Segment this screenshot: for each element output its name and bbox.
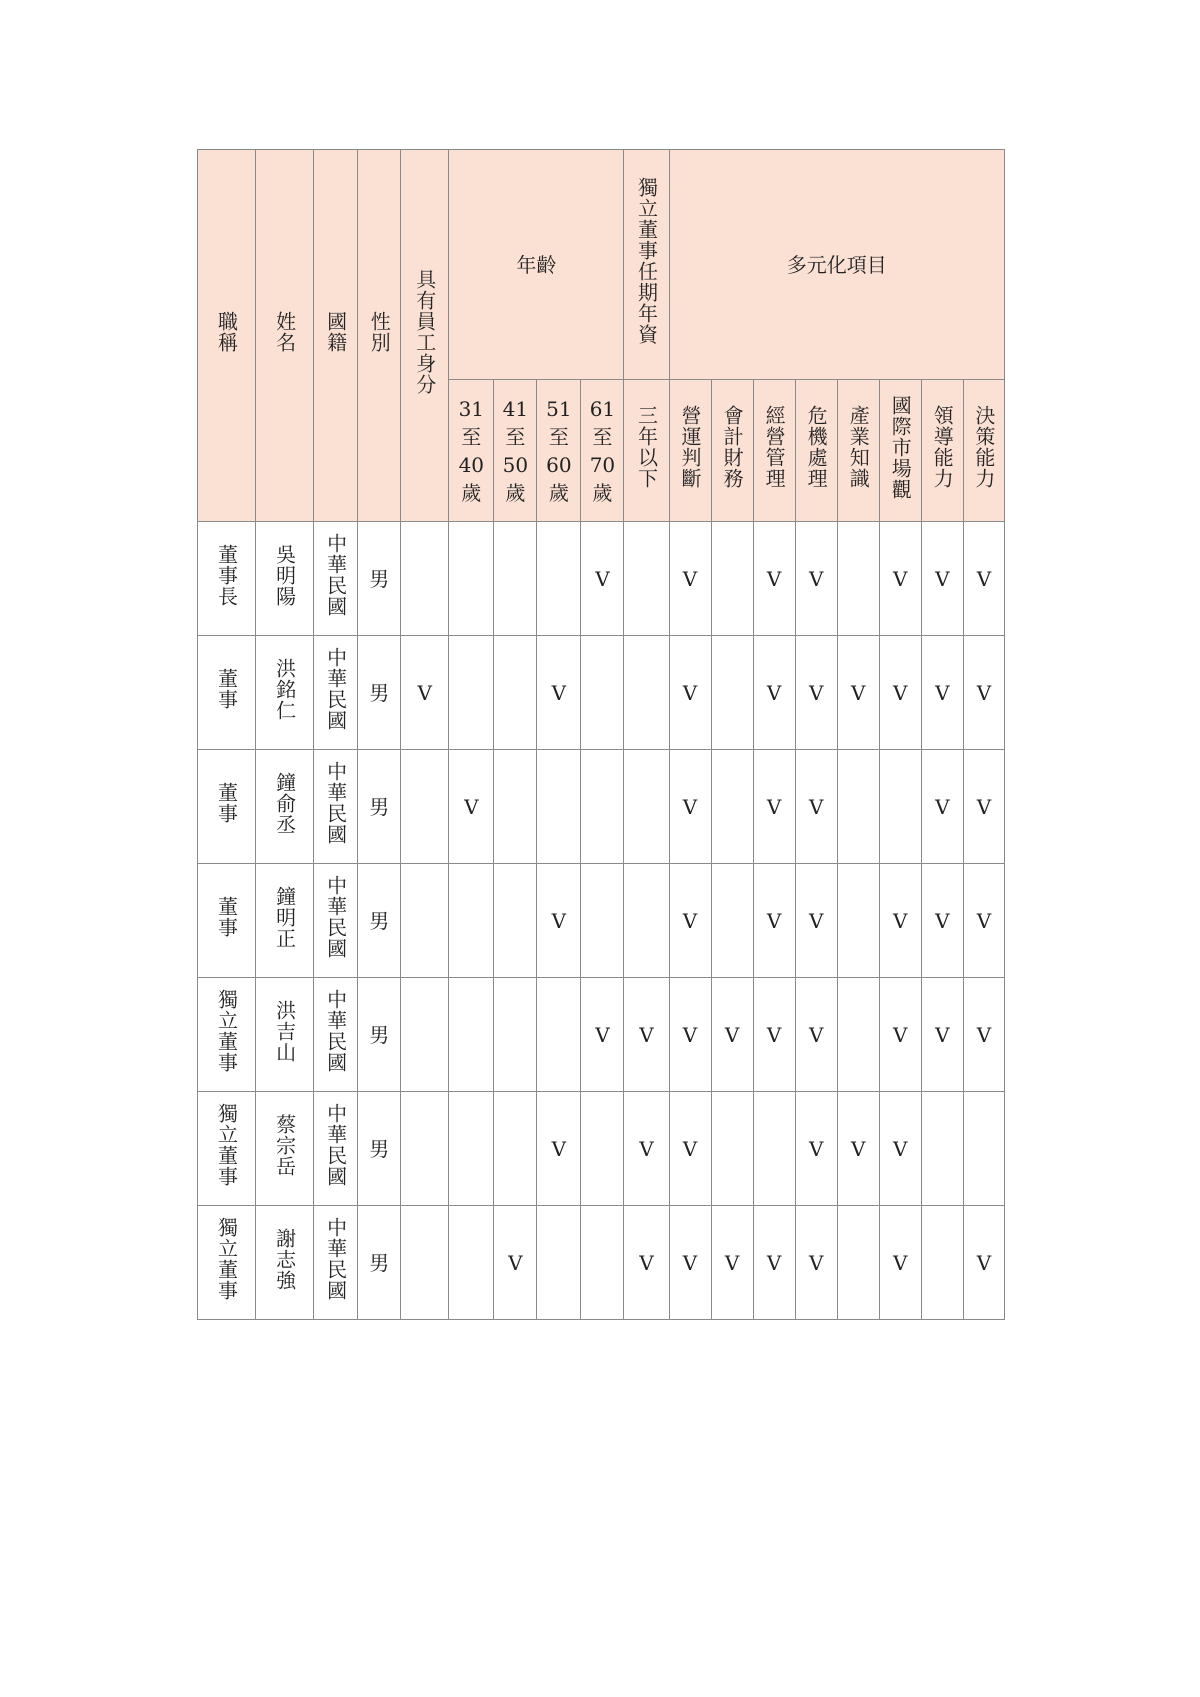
table-row: [198, 1092, 1005, 1206]
header-age-51-60: 51 至 60 歲: [537, 380, 581, 522]
cell-age-61-70-mark: [581, 1092, 624, 1206]
cell-tenure-under-3-mark: [624, 750, 669, 864]
cell-age-61-70-mark: [581, 750, 624, 864]
header-business-management: 經營管理: [753, 380, 795, 522]
cell-accounting-finance-mark: V: [711, 978, 753, 1092]
cell-age-51-60-mark: V: [537, 864, 581, 978]
cell-gender: 男: [358, 978, 401, 1092]
cell-operation-judgment-mark: V: [669, 1092, 711, 1206]
cell-industry-knowledge-mark: [837, 1206, 879, 1320]
cell-crisis-handling-mark: V: [795, 522, 837, 636]
header-operation-judgment: 營運判斷: [669, 380, 711, 522]
cell-tenure-under-3-mark: [624, 636, 669, 750]
cell-age-51-60-mark: [537, 522, 581, 636]
cell-employee-mark: [401, 864, 449, 978]
cell-nationality: 中華民國: [314, 636, 358, 750]
cell-age-31-40-mark: [449, 864, 494, 978]
cell-tenure-under-3-mark: [624, 522, 669, 636]
cell-employee-mark: [401, 750, 449, 864]
cell-gender: 男: [358, 750, 401, 864]
cell-international-market-mark: V: [879, 978, 921, 1092]
cell-crisis-handling-mark: V: [795, 1092, 837, 1206]
cell-operation-judgment-mark: V: [669, 750, 711, 864]
header-age-group: 年齡: [449, 150, 624, 380]
cell-international-market-mark: [879, 750, 921, 864]
cell-name: 鐘明正: [256, 864, 314, 978]
cell-operation-judgment-mark: V: [669, 1206, 711, 1320]
cell-crisis-handling-mark: V: [795, 636, 837, 750]
header-name: 姓名: [256, 150, 314, 522]
board-diversity-table: [197, 149, 1005, 1320]
cell-gender: 男: [358, 522, 401, 636]
cell-decision-making-mark: V: [963, 864, 1004, 978]
header-employee: 具有員工身分: [401, 150, 449, 522]
cell-age-31-40-mark: [449, 978, 494, 1092]
cell-accounting-finance-mark: [711, 522, 753, 636]
cell-age-51-60-mark: V: [537, 1092, 581, 1206]
cell-age-61-70-mark: [581, 864, 624, 978]
cell-age-51-60-mark: [537, 750, 581, 864]
header-tenure-group: 獨立董事任期年資: [624, 150, 669, 380]
header-tenure-under-3: 三年以下: [624, 380, 669, 522]
cell-leadership-mark: [921, 1092, 963, 1206]
cell-age-31-40-mark: [449, 636, 494, 750]
cell-employee-mark: V: [401, 636, 449, 750]
cell-decision-making-mark: V: [963, 978, 1004, 1092]
cell-crisis-handling-mark: V: [795, 978, 837, 1092]
cell-age-51-60-mark: [537, 978, 581, 1092]
table-row: [198, 1206, 1005, 1320]
cell-age-31-40-mark: [449, 1206, 494, 1320]
cell-industry-knowledge-mark: V: [837, 636, 879, 750]
cell-age-41-50-mark: V: [494, 1206, 537, 1320]
cell-leadership-mark: V: [921, 750, 963, 864]
cell-crisis-handling-mark: V: [795, 1206, 837, 1320]
cell-title: 董事: [198, 636, 256, 750]
cell-leadership-mark: V: [921, 864, 963, 978]
cell-age-31-40-mark: [449, 522, 494, 636]
cell-decision-making-mark: V: [963, 1206, 1004, 1320]
cell-title: 董事: [198, 750, 256, 864]
cell-name: 洪吉山: [256, 978, 314, 1092]
table-row: [198, 750, 1005, 864]
cell-title: 獨立董事: [198, 1092, 256, 1206]
cell-name: 鐘俞丞: [256, 750, 314, 864]
cell-operation-judgment-mark: V: [669, 522, 711, 636]
cell-age-61-70-mark: V: [581, 978, 624, 1092]
cell-business-management-mark: V: [753, 978, 795, 1092]
cell-tenure-under-3-mark: V: [624, 978, 669, 1092]
cell-business-management-mark: V: [753, 750, 795, 864]
cell-international-market-mark: V: [879, 1092, 921, 1206]
header-leadership: 領導能力: [921, 380, 963, 522]
header-decision-making: 決策能力: [963, 380, 1004, 522]
cell-age-61-70-mark: V: [581, 522, 624, 636]
cell-international-market-mark: V: [879, 1206, 921, 1320]
cell-age-61-70-mark: [581, 1206, 624, 1320]
cell-accounting-finance-mark: [711, 750, 753, 864]
cell-leadership-mark: V: [921, 978, 963, 1092]
cell-business-management-mark: V: [753, 1206, 795, 1320]
cell-age-31-40-mark: V: [449, 750, 494, 864]
cell-employee-mark: [401, 522, 449, 636]
cell-accounting-finance-mark: [711, 636, 753, 750]
cell-decision-making-mark: V: [963, 750, 1004, 864]
header-crisis-handling: 危機處理: [795, 380, 837, 522]
cell-international-market-mark: V: [879, 522, 921, 636]
header-gender: 性別: [358, 150, 401, 522]
cell-title: 獨立董事: [198, 1206, 256, 1320]
cell-industry-knowledge-mark: [837, 864, 879, 978]
cell-business-management-mark: V: [753, 522, 795, 636]
cell-decision-making-mark: [963, 1092, 1004, 1206]
table-row: [198, 636, 1005, 750]
cell-age-31-40-mark: [449, 1092, 494, 1206]
cell-leadership-mark: [921, 1206, 963, 1320]
cell-industry-knowledge-mark: V: [837, 1092, 879, 1206]
cell-nationality: 中華民國: [314, 978, 358, 1092]
cell-age-61-70-mark: [581, 636, 624, 750]
cell-age-41-50-mark: [494, 978, 537, 1092]
cell-accounting-finance-mark: V: [711, 1206, 753, 1320]
cell-gender: 男: [358, 1206, 401, 1320]
cell-crisis-handling-mark: V: [795, 750, 837, 864]
header-international-market: 國際市場觀: [879, 380, 921, 522]
cell-accounting-finance-mark: [711, 864, 753, 978]
cell-leadership-mark: V: [921, 636, 963, 750]
cell-nationality: 中華民國: [314, 1092, 358, 1206]
cell-operation-judgment-mark: V: [669, 978, 711, 1092]
cell-nationality: 中華民國: [314, 1206, 358, 1320]
cell-gender: 男: [358, 864, 401, 978]
cell-business-management-mark: [753, 1092, 795, 1206]
cell-gender: 男: [358, 1092, 401, 1206]
cell-decision-making-mark: V: [963, 522, 1004, 636]
header-row-top: [198, 150, 1005, 380]
header-age-31-40: 31 至 40 歲: [449, 380, 494, 522]
header-accounting-finance: 會計財務: [711, 380, 753, 522]
cell-international-market-mark: V: [879, 636, 921, 750]
cell-operation-judgment-mark: V: [669, 636, 711, 750]
cell-nationality: 中華民國: [314, 522, 358, 636]
cell-international-market-mark: V: [879, 864, 921, 978]
cell-name: 謝志強: [256, 1206, 314, 1320]
cell-tenure-under-3-mark: V: [624, 1092, 669, 1206]
cell-tenure-under-3-mark: [624, 864, 669, 978]
cell-title: 董事長: [198, 522, 256, 636]
cell-industry-knowledge-mark: [837, 522, 879, 636]
header-industry-knowledge: 產業知識: [837, 380, 879, 522]
cell-business-management-mark: V: [753, 864, 795, 978]
header-age-41-50: 41 至 50 歲: [494, 380, 537, 522]
cell-name: 吳明陽: [256, 522, 314, 636]
cell-name: 蔡宗岳: [256, 1092, 314, 1206]
table-body: [198, 522, 1005, 1320]
cell-age-41-50-mark: [494, 864, 537, 978]
cell-tenure-under-3-mark: V: [624, 1206, 669, 1320]
header-diversity-group: 多元化項目: [669, 150, 1005, 380]
cell-industry-knowledge-mark: [837, 978, 879, 1092]
cell-age-51-60-mark: [537, 1206, 581, 1320]
table-row: [198, 978, 1005, 1092]
cell-age-41-50-mark: [494, 522, 537, 636]
cell-industry-knowledge-mark: [837, 750, 879, 864]
cell-leadership-mark: V: [921, 522, 963, 636]
cell-operation-judgment-mark: V: [669, 864, 711, 978]
cell-nationality: 中華民國: [314, 864, 358, 978]
cell-nationality: 中華民國: [314, 750, 358, 864]
cell-age-51-60-mark: V: [537, 636, 581, 750]
cell-employee-mark: [401, 978, 449, 1092]
header-age-61-70: 61 至 70 歲: [581, 380, 624, 522]
cell-business-management-mark: V: [753, 636, 795, 750]
cell-employee-mark: [401, 1206, 449, 1320]
table-row: [198, 864, 1005, 978]
cell-accounting-finance-mark: [711, 1092, 753, 1206]
cell-age-41-50-mark: [494, 750, 537, 864]
header-nationality: 國籍: [314, 150, 358, 522]
table-row: [198, 522, 1005, 636]
cell-employee-mark: [401, 1092, 449, 1206]
cell-name: 洪銘仁: [256, 636, 314, 750]
cell-age-41-50-mark: [494, 636, 537, 750]
cell-gender: 男: [358, 636, 401, 750]
cell-decision-making-mark: V: [963, 636, 1004, 750]
cell-title: 獨立董事: [198, 978, 256, 1092]
cell-age-41-50-mark: [494, 1092, 537, 1206]
cell-title: 董事: [198, 864, 256, 978]
cell-crisis-handling-mark: V: [795, 864, 837, 978]
header-title: 職稱: [198, 150, 256, 522]
